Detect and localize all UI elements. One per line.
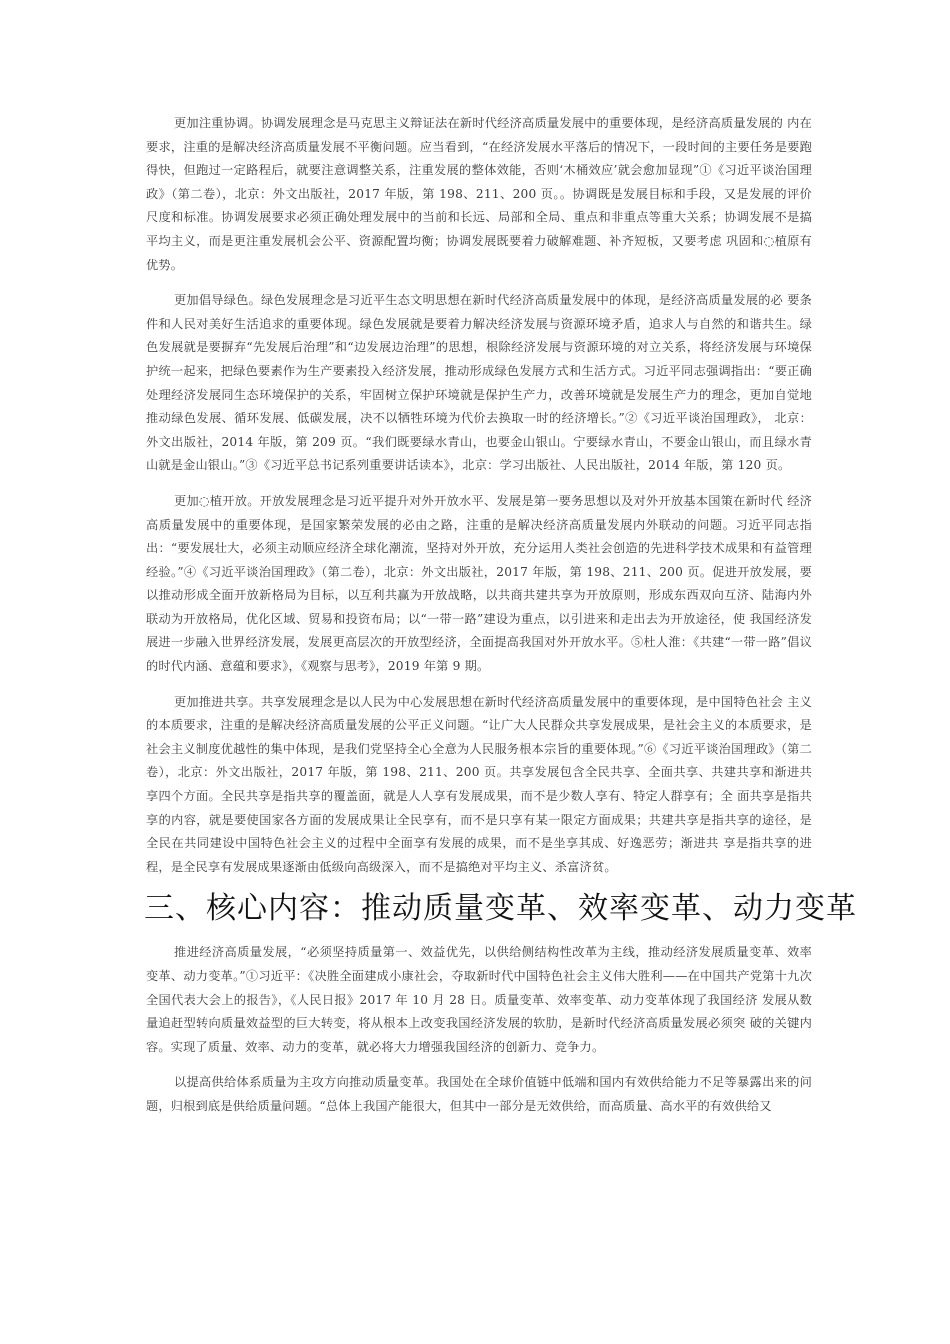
paragraph-openness: 更加◌植开放。开放发展理念是习近平提升对外开放水平、发展是第一要务思想以及对外开放基本国策在新时代 经济高质量发展中的重要体现，是国家繁荣发展的必由之路，注重的是解决经济高质量发展内外联动的问题。习近平同志指出：“要发展壮大，必须主动顺应经济全球化潮流，坚持对外开放，充分运用人类社会创造的先进科学技术成果和有益管理经验。”④《习近平谈治国理政》（第二卷），北京：外文出版社，2017 年版，第 198、211、200 页。促进开放发展，要以推动形成全面开放新格局为目标，以互利共赢为开放战略，以共商共建共享为开放原则，形成东西双向互济、陆海内外联动为开放格局，优化区域、贸易和投资布局；以“一带一路”建设为重点，以引进来和走出去为开放途径，使 我国经济发展进一步融入世界经济发展，发展更高层次的开放型经济，全面提高我国对外开放水平。⑤杜人淮：《共建“一带一路”倡议的时代内涵、意蕴和要求》，《观察与思考》，2019 年第 9 期。: [146, 493, 812, 674]
paragraph-quality-reform: 以提高供给体系质量为主攻方向推动质量变革。我国处在全球价值链中低端和国内有效供给能力不足等暴露出来的问题，归根到底是供给质量问题。“总体上我国产能很大，但其中一部分是无效供给，而高质量、高水平的有效供给又: [146, 1075, 812, 1113]
document-body: [144, 112, 857, 1119]
section-heading: 三、核心内容：推动质量变革、效率变革、动力变革: [144, 891, 857, 927]
paragraph-sharing: 更加推进共享。共享发展理念是以人民为中心发展思想在新时代经济高质量发展中的重要体现，是中国特色社会 主义的本质要求，注重的是解决经济高质量发展的公平正义问题。“让广大人民群众共享发展成果，是社会主义的本质要求，是社会主义制度优越性的集中体现，是我们党坚持全心全意为人民服务根本宗旨的重要体现。”⑥《习近平谈治国理政》（第二卷），北京：外文出版社，2017 年版，第 198、211、200 页。共享发展包含全民共享、全面共享、共建共享和渐进共享四个方面。全民共享是指共享的覆盖面，就是人人享有发展成果，而不是少数人享有、特定人群享有；全 面共享是指共享的内容，就是要使国家各方面的发展成果让全民享有，而不是只享有某一限定方面成果；共建共享是指共享的途径，是全民在共同建设中国特色社会主义的过程中全面享有发展的成果，而不是坐享其成、好逸恶劳；渐进共 享是指共享的进程，是全民享有发展成果逐渐由低级向高级深入，而不是搞绝对平均主义、杀富济贫。: [146, 694, 812, 874]
paragraph-core-intro: 推进经济高质量发展，“必须坚持质量第一、效益优先，以供给侧结构性改革为主线，推动经济发展质量变革、效率变革、动力变革。”①习近平：《决胜全面建成小康社会，夺取新时代中国特色社会主义伟大胜利——在中国共产党第十九次全国代表大会上的报告》，《人民日报》2017 年 10 月 28 日。质量变革、效率变革、动力变革体现了我国经济 发展从数量追赶型转向质量效益型的巨大转变，将从根本上改变我国经济发展的软肋，是新时代经济高质量发展必须突 破的关键内容。实现了质量、效率、动力的变革，就必将大力增强我国经济的创新力、竞争力。: [146, 945, 812, 1054]
paragraph-coordination: 更加注重协调。协调发展理念是马克思主义辩证法在新时代经济高质量发展中的重要体现，是经济高质量发展的 内在要求，注重的是解决经济高质量发展不平衡问题。应当看到，“在经济发展水平落后的情况下，一段时间的主要任务是要跑得快，但跑过一定路程后，就要注意调整关系，注重发展的整体效能，否则‘木桶效应’就会愈加显现”①《习近平谈治国理政》（第二卷），北京：外文出版社，2017 年版，第 198、211、200 页。。协调既是发展目标和手段，又是发展的评价尺度和标准。协调发展要求必须正确处理发展中的当前和长远、局部和全局、重点和非重点等重大关系；协调发展不是搞平均主义，而是更注重发展机会公平、资源配置均衡；协调发展既要着力破解难题、补齐短板，又要考虑 巩固和◌植原有优势。: [146, 116, 812, 272]
paragraph-green: 更加倡导绿色。绿色发展理念是习近平生态文明思想在新时代经济高质量发展中的体现，是经济高质量发展的必 要条件和人民对美好生活追求的重要体现。绿色发展就是要着力解决经济发展与资源环境矛盾，追求人与自然的和谐共生。绿色发展就是要摒弃“先发展后治理”和“边发展边治理”的思想，根除经济发展与资源环境的对立关系，将经济发展与环境保护统一起来，把绿色要素作为生产要素投入经济发展，推动形成绿色发展方式和生活方式。习近平同志强调指出：“要正确处理经济发展同生态环境保护的关系，牢固树立保护环境就是保护生产力，改善环境就是发展生产力的理念，更加自觉地推动绿色发展、循环发展、低碳发展，决不以牺牲环境为代价去换取一时的经济增长。”②《习近平谈治国理政》， 北京：外文出版社，2014 年版，第 209 页。“我们既要绿水青山，也要金山银山。宁要绿水青山，不要金山银山，而且绿水青山就是金山银山。”③《习近平总书记系列重要讲话读本》，北京：学习出版社、人民出版社，2014 年版，第 120 页。: [146, 293, 812, 473]
